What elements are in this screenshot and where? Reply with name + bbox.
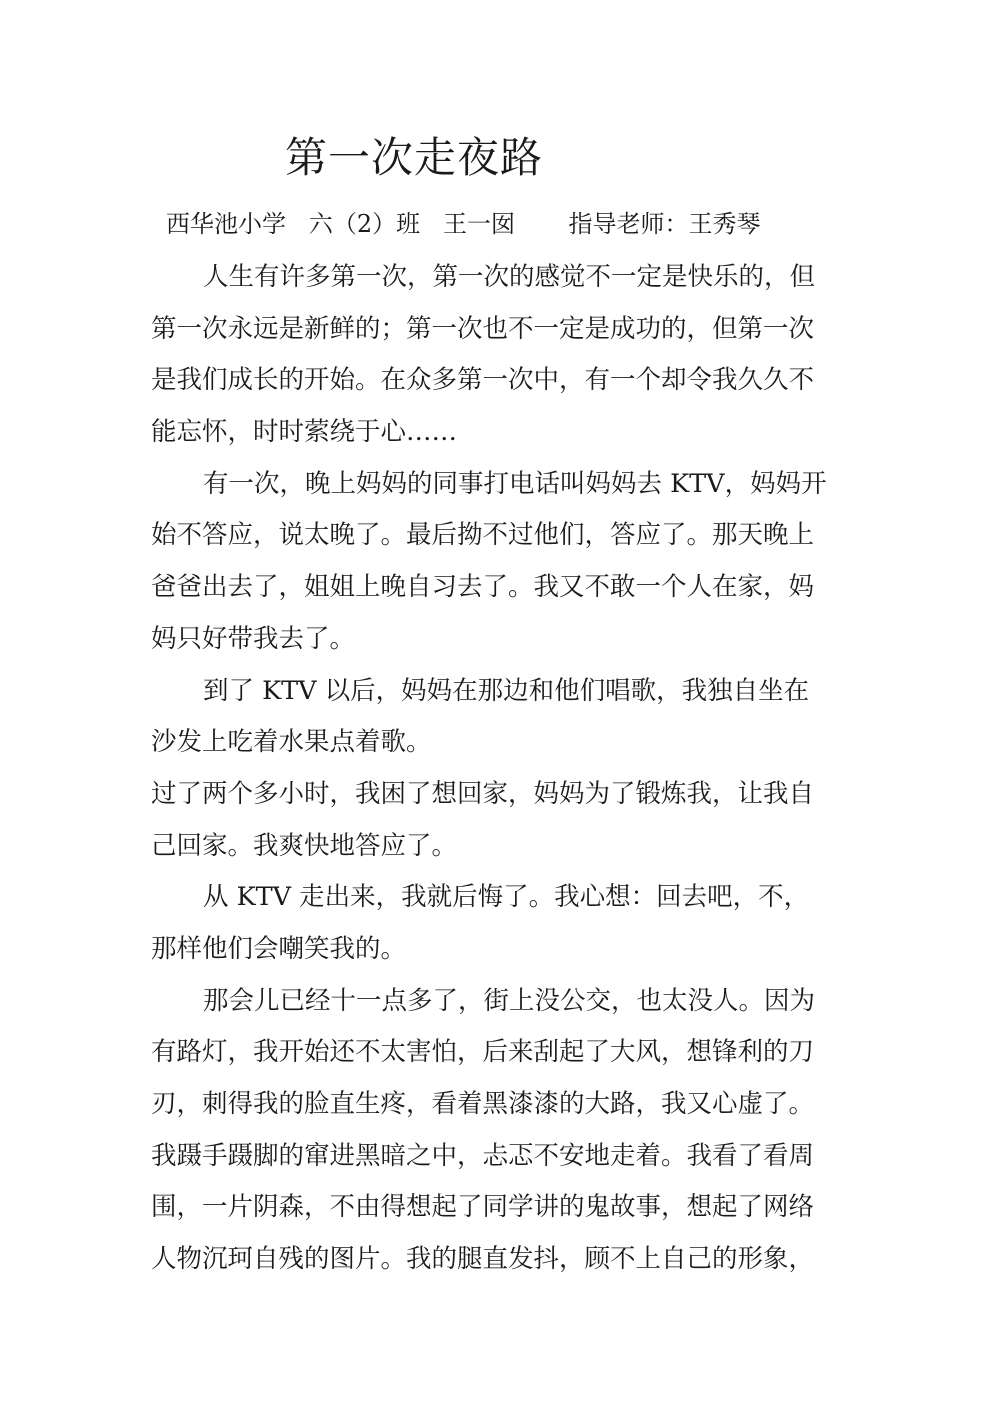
text-line: 始不答应，说太晚了。最后拗不过他们，答应了。那天晚上 <box>151 520 815 551</box>
text-line: 第一次永远是新鲜的；第一次也不一定是成功的，但第一次 <box>151 313 815 344</box>
text-line: 是我们成长的开始。在众多第一次中，有一个却令我久久不 <box>151 365 815 396</box>
text-line: 那样他们会嘲笑我的。 <box>151 933 407 964</box>
essay-body <box>151 252 845 1286</box>
text-line: 沙发上吃着水果点着歌。 <box>151 727 432 758</box>
text-line: 有路灯，我开始还不太害怕，后来刮起了大风，想锋利的刀 <box>151 1037 815 1068</box>
text-line: 有一次，晚上妈妈的同事打电话叫妈妈去 KTV，妈妈开 <box>203 468 827 499</box>
text-line: 那会儿已经十一点多了，街上没公交，也太没人。因为 <box>203 985 816 1016</box>
text-line: 围，一片阴森，不由得想起了同学讲的鬼故事，想起了网络 <box>151 1192 815 1223</box>
text-line: 过了两个多小时，我困了想回家，妈妈为了锻炼我，让我自 <box>151 778 815 809</box>
text-line: 己回家。我爽快地答应了。 <box>151 830 458 861</box>
text-line: 爸爸出去了，姐姐上晚自习去了。我又不敢一个人在家，妈 <box>151 572 815 603</box>
text-line: 能忘怀，时时萦绕于心…… <box>151 417 458 448</box>
text-line: 从 KTV 走出来，我就后悔了。我心想：回去吧，不， <box>203 882 810 913</box>
essay-title: 第一次走夜路 <box>285 133 544 182</box>
text-line: 人生有许多第一次，第一次的感觉不一定是快乐的，但 <box>203 262 816 292</box>
author-byline: 西华池小学 六（2）班 王一囡 指导老师：王秀琴 <box>166 210 761 238</box>
text-line: 人物沉珂自残的图片。我的腿直发抖，顾不上自己的形象， <box>151 1244 815 1275</box>
text-line: 刃，刺得我的脸直生疼，看着黑漆漆的大路，我又心虚了。 <box>151 1089 815 1119</box>
text-line: 我蹑手蹑脚的窜进黑暗之中，忐忑不安地走着。我看了看周 <box>151 1140 815 1171</box>
text-line: 妈只好带我去了。 <box>151 623 356 654</box>
text-line: 到了 KTV 以后，妈妈在那边和他们唱歌，我独自坐在 <box>203 675 810 706</box>
